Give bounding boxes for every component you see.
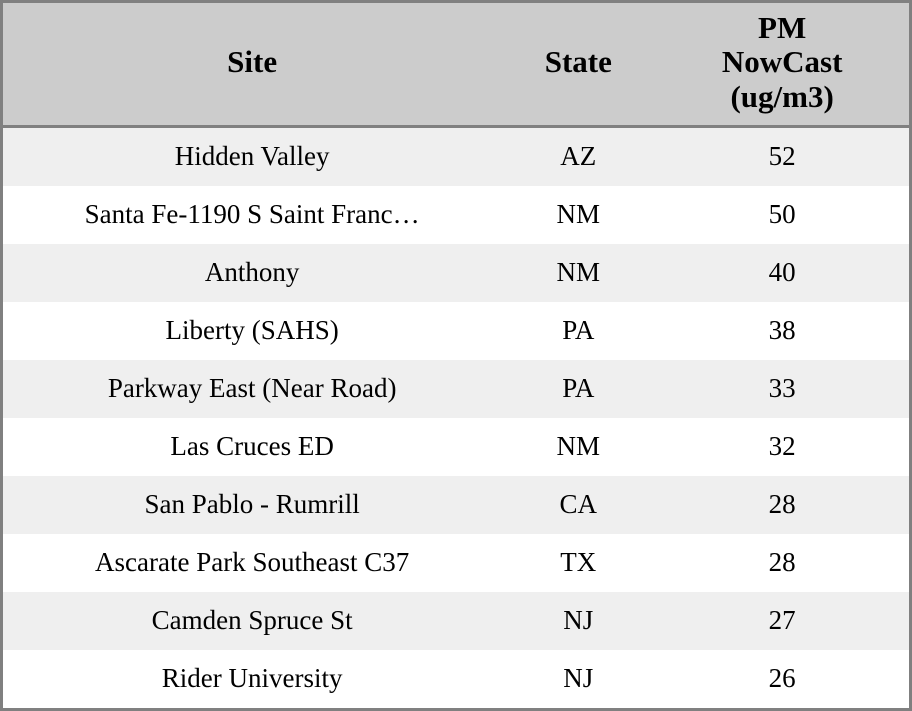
table-header-row xyxy=(3,3,909,126)
cell-state: PA xyxy=(562,373,595,404)
column-header-site-label: Site xyxy=(227,44,278,80)
cell-value: 28 xyxy=(768,547,796,578)
cell-state: CA xyxy=(559,489,598,520)
cell-state: TX xyxy=(560,547,597,578)
column-header-pm-line3: (ug/m3) xyxy=(730,79,834,115)
cell-site: Camden Spruce St xyxy=(151,605,353,636)
table-row[interactable] xyxy=(3,592,909,650)
cell-value: 50 xyxy=(768,199,796,230)
cell-state: AZ xyxy=(560,141,597,172)
cell-state: NJ xyxy=(563,605,594,636)
cell-value: 33 xyxy=(768,373,796,404)
table-row[interactable] xyxy=(3,244,909,302)
column-header-state[interactable] xyxy=(501,3,655,126)
table-row[interactable] xyxy=(3,650,909,708)
table-header xyxy=(3,3,909,126)
cell-site: Hidden Valley xyxy=(174,141,330,172)
cell-value: 52 xyxy=(768,141,796,172)
cell-site: Rider University xyxy=(161,663,343,694)
cell-state: NM xyxy=(556,431,601,462)
cell-value: 26 xyxy=(768,663,796,694)
column-header-site[interactable] xyxy=(3,3,501,126)
cell-site: San Pablo - Rumrill xyxy=(144,489,360,520)
cell-value: 38 xyxy=(768,315,796,346)
cell-value: 32 xyxy=(768,431,796,462)
cell-value: 40 xyxy=(768,257,796,288)
table-row[interactable] xyxy=(3,360,909,418)
cell-state: NM xyxy=(556,257,601,288)
table-row[interactable] xyxy=(3,126,909,186)
table-row[interactable] xyxy=(3,302,909,360)
cell-state: NJ xyxy=(563,663,594,694)
cell-value: 27 xyxy=(768,605,796,636)
cell-state: PA xyxy=(562,315,595,346)
cell-site: Liberty (SAHS) xyxy=(165,315,339,346)
table-row[interactable] xyxy=(3,534,909,592)
column-header-pm-nowcast[interactable] xyxy=(655,3,909,126)
cell-site: Santa Fe-1190 S Saint Franc… xyxy=(84,199,420,230)
table-row[interactable] xyxy=(3,186,909,244)
cell-site: Las Cruces ED xyxy=(170,431,334,462)
cell-site: Anthony xyxy=(204,257,300,288)
cell-value: 28 xyxy=(768,489,796,520)
air-quality-table xyxy=(3,3,909,708)
column-header-pm-line1: PM xyxy=(758,9,807,45)
cell-state: NM xyxy=(556,199,601,230)
table-body xyxy=(3,126,909,708)
column-header-pm-line2: NowCast xyxy=(721,44,843,80)
table-row[interactable] xyxy=(3,418,909,476)
column-header-state-label: State xyxy=(544,44,612,80)
cell-site: Ascarate Park Southeast C37 xyxy=(95,547,410,578)
table-row[interactable] xyxy=(3,476,909,534)
cell-site: Parkway East (Near Road) xyxy=(107,373,397,404)
